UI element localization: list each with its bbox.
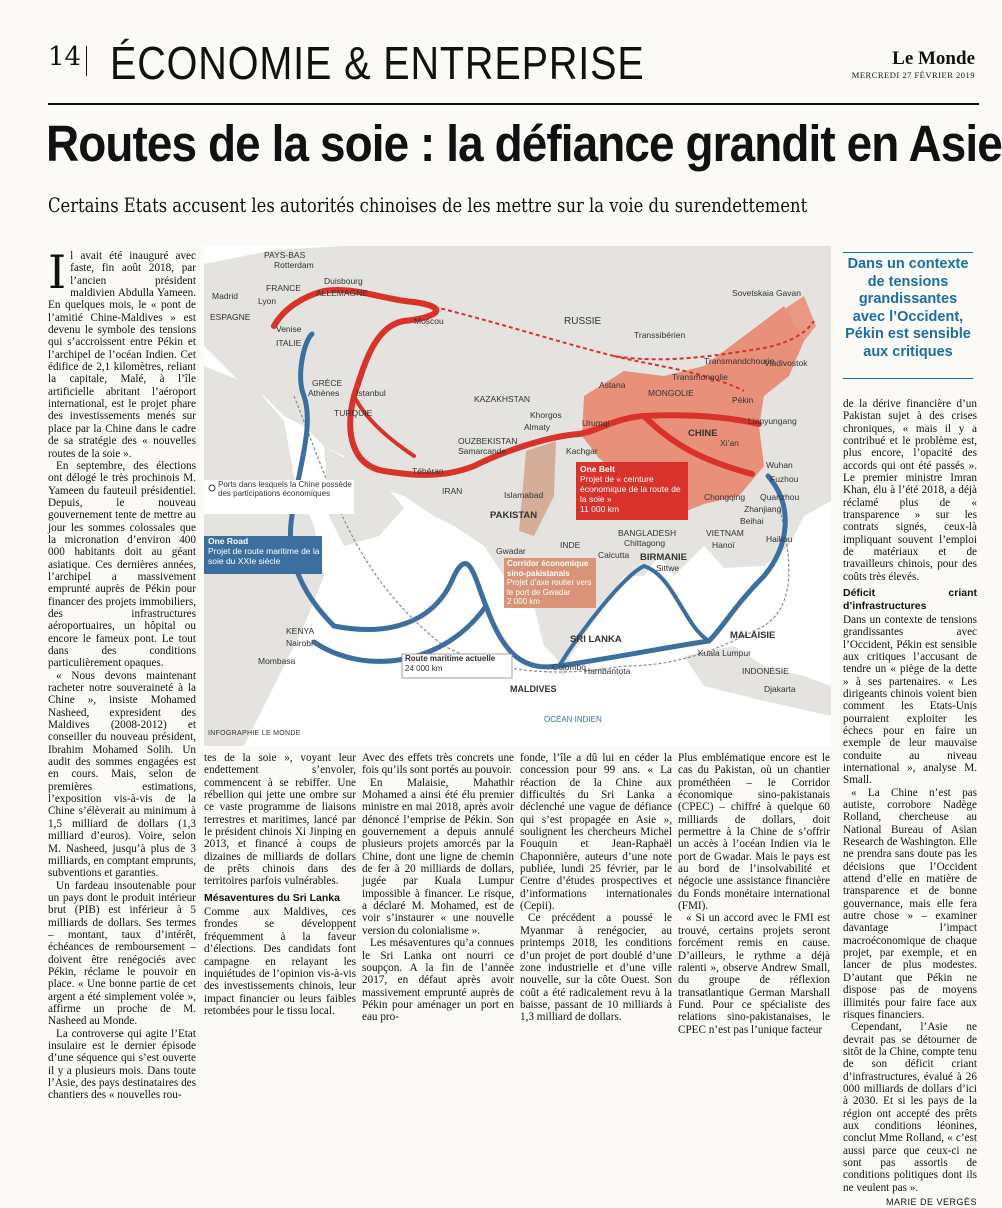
label-vladivostok: Vladivostok: [764, 358, 808, 368]
label-beihai: Beihai: [740, 516, 764, 526]
issue-date: MERCREDI 27 FÉVRIER 2019: [851, 70, 975, 80]
label-srilanka: SRI LANKA: [570, 634, 622, 645]
label-gwadar: Gwadar: [496, 546, 526, 556]
paragraph: En septembre, des élections ont délogé le très prochinois M. Yameen du fauteuil présidentiel. Depuis, le nouveau gouvernement tente de mettre au jour les sommes colossales que la micronation d’environ 400 000 habitants doit au géant asiatique. Ces dernières années, l’archipel a massivement emprunté auprès de Pékin pour financer des projets immobiliers, des infrastructures aéroportuaires, un hôpital ou encore le fameux pont. Le tout dans des conditions particulièrement opaques.: [48, 459, 196, 670]
subheading: Mésaventures du Sri Lanka: [204, 891, 340, 904]
route-label: [405, 654, 511, 678]
label-haikou: Haikou: [766, 534, 793, 544]
paragraph: En Malaisie, Mahathir Mohamed a ainsi été élu premier ministre en mai 2018, après avoir dénoncé l’emprise de Pékin. Son gouvernement a depuis annulé plusieurs projets amorcés par la Chine, dont une ligne de chemin de fer à 20 milliards de dollars, jugée par Kuala Lumpur impossible à financer. Le risque, a déclaré M. Mohamed, est de voir s’instaurer « une nouvelle version du colonialisme ».: [362, 776, 514, 937]
label-kazakhstan: KAZAKHSTAN: [474, 394, 531, 404]
label-grece: GRÈCE: [312, 378, 343, 388]
paragraph: « La Chine n’est pas autiste, corrobore Nadège Rolland, chercheuse au National Bureau of Asian Research de Washington. Elle ne prendra sans doute pas les décisions que l’Occident attend d’elle en matière de transparence et de bonne gouvernance, mais elle fera autre chose » – examiner davantage l’impact macroéconomique de chaque projet, par exemple, et en lancer de plus modestes. D’autant que Pékin ne dispose pas de moyens illimités pour faire face aux risques financiers.: [843, 786, 977, 1021]
legend-ports-text: Ports dans lesquels la Chine possède des participations économiques: [218, 480, 352, 498]
paragraph: de la dérive financière d’un Pakistan sujet à des crises chroniques, « mais il y a contribué et le problème est, plus encore, l’opacité des accords qui ont été passés ». Le premier ministre Imran Khan, élu à l’été 2018, a déjà réclamé plus de « transparence » sur les contrats signés, ceux-là impliquant souvent l’emploi de matériaux et de travailleurs chinois, pour des coûts très élevés.: [843, 398, 977, 583]
label-birmanie: BIRMANIE: [640, 552, 687, 563]
label-indonesie: INDONÉSIE: [742, 666, 789, 676]
label-russie: RUSSIE: [564, 316, 602, 327]
label-fuzhou: Fuzhou: [770, 474, 799, 484]
paragraph: l avait été inauguré avec faste, fin août 2018, par l’ancien président maldivien Abdulla Yameen. En quelques mois, le « pont de l’amitié Chine-Maldives » est devenu le symbole des tensions qui s’accroissent entre Pékin et l’archipel de l’océan Indien. Cet édifice de 2,1 kilomètres, reliant la capitale, Malé, à l’île artificielle abritant l’aéroport international, est le projet phare des investissements menés sur place par la Chine dans le cadre de sa stratégie des « nouvelles routes de la soie ».: [48, 250, 196, 460]
label-lyon: Lyon: [258, 296, 277, 306]
label-sittwe: Sittwe: [656, 563, 680, 573]
label-xian: Xi’an: [720, 438, 739, 448]
one-belt-length: 11 000 km: [580, 504, 620, 514]
label-malaisie: MALAISIE: [730, 630, 776, 641]
label-france: FRANCE: [266, 283, 301, 293]
label-hambantota: Hambantota: [584, 666, 631, 676]
pullquote: Dans un contexte de tensions grandissantes avec l’Occident, Pékin est sensible aux critiques: [845, 256, 971, 360]
label-bangladesh: BANGLADESH: [618, 528, 677, 538]
label-ouzbekistan: OUZBEKISTAN: [458, 436, 518, 446]
label-venise: Venise: [276, 324, 302, 334]
label-madrid: Madrid: [212, 291, 238, 301]
paragraph: Dans un contexte de tensions grandissantes avec l’Occident, Pékin est sensible aux critiques l’accusant de tendre un « piège de la dette » à ses partenaires. « Les dirigeants chinois voient bien comment les Etats-Unis pourraient exploiter les échecs pour en faire un exemple de leur mauvaise conduite au niveau international », analyse M. Small.: [843, 613, 977, 787]
label-islamabad: Islamabad: [504, 490, 544, 500]
label-samarcande: Samarcande: [458, 446, 507, 456]
label-chongqing: Chongqing: [704, 492, 746, 502]
newspaper-logo: Le Monde: [892, 48, 975, 69]
pullquote-rule-top: [843, 252, 973, 253]
paragraph: tes de la soie », voyant leur endettement s’envoler, commencent à se rebiffer. Une rébellion qui jette une ombre sur ce vaste programme de liaisons terrestres et maritimes, lancé par le président chinois Xi Jinping en 2013, et financé à coups de dizaines de milliards de dollars de prêts chinois dans des territoires parfois vulnérables.: [204, 752, 356, 888]
label-paysbas: PAYS-BAS: [264, 250, 306, 260]
label-istanbul: Istanbul: [356, 388, 386, 398]
label-khorgos: Khorgos: [530, 410, 562, 420]
label-colombo: Colombo: [552, 662, 587, 672]
article-column-3: [362, 752, 514, 1024]
one-road-title: One Road: [208, 536, 249, 546]
label-mombasa: Mombasa: [258, 656, 296, 666]
paragraph: Plus emblématique encore est le cas du Pakistan, où un chantier prométhéen – le Corridor économique sino-pakistanais (CPEC) – chiffré à quelque 60 milliards de dollars, doit permettre à la Chine de s’offrir un accès à l’océan Indien via le port de Gwadar. Mais le pays est au bord de l’insolvabilité et négocie une assistance financière du Fonds monétaire international (FMI).: [678, 752, 830, 913]
label-rotterdam: Rotterdam: [274, 260, 314, 270]
paragraph: Comme aux Maldives, ces frondes se développent fréquemment à la faveur d’élections. Des candidats font campagne en relayant les inquiétudes de l’opinion vis-à-vis des investissements chinois, leur impact financier ou leurs faibles retombées pour le tissu local.: [204, 906, 356, 1017]
pullquote-rule-bottom: [843, 378, 973, 379]
one-belt-desc: Projet de « ceinture économique de la route de la soie »: [580, 474, 681, 504]
paragraph: Les mésaventures qu’a connues le Sri Lanka ont nourri ce soupçon. A la fin de l’année 2017, en défaut après avoir massivement emprunté auprès de Pékin pour aménager un port en eau pro-: [362, 937, 514, 1024]
label-turquie: TURQUIE: [334, 408, 373, 418]
paragraph: fonde, l’île a dû lui en céder la concession pour 99 ans. « La réaction de la Chine aux difficultés du Sri Lanka a déclenché une vague de défiance qui s’est propagée en Asie », soulignent les chercheurs Michel Fouquin et Jean-Raphaël Chaponnière, auteurs d’une note publiée, lundi 25 février, par le Centre d’études prospectives et d’informations internationales (Cepii).: [520, 752, 672, 913]
label-quanzhou: Quanzhou: [760, 492, 800, 502]
label-mongolie: MONGOLIE: [648, 388, 694, 398]
article-column-1: [48, 245, 196, 1102]
article-column-6: [843, 398, 977, 1207]
label-maldives: MALDIVES: [510, 684, 557, 694]
corridor-desc: Projet d’axe routier vers le port de Gwadar: [507, 578, 592, 597]
silk-road-map: [204, 246, 831, 746]
paragraph: Avec des effets très concrets une fois qu’ils sont portés au pouvoir.: [362, 752, 514, 777]
label-nairobi: Nairobi: [286, 638, 313, 648]
article-standfirst: Certains Etats accusent les autorités chinoises de les mettre sur la voie du surendettement: [48, 194, 808, 217]
corridor-length: 2 000 km: [507, 597, 540, 606]
subheading: Déficit criant d’infrastructures: [843, 587, 977, 612]
label-transsiberien: Transsibérien: [634, 330, 686, 340]
one-belt-title: One Belt: [580, 464, 615, 474]
label-transmongolie: Transmongolie: [672, 372, 728, 382]
article-column-4: [520, 752, 672, 1024]
label-italie: ITALIE: [276, 338, 302, 348]
label-pekin: Pékin: [732, 395, 754, 405]
label-wuhan: Wuhan: [766, 460, 793, 470]
paragraph: Ce précédent a poussé le Myanmar à renégocier, au printemps 2018, les conditions d’un projet de port doublé d’une zone industrielle et d’une ville nouvelle, sur la côte Ouest. Son coût a été radicalement revu à la baisse, passant de 10 milliards à 1,3 milliard de dollars.: [520, 912, 672, 1024]
one-road-label: [208, 536, 320, 574]
one-belt-label: [580, 464, 686, 520]
map-credit-text: INFOGRAPHIE LE MONDE: [208, 730, 301, 737]
author-signature: MARIE DE VERGÈS: [885, 1197, 977, 1207]
label-ocean-indien: OCÉAN INDIEN: [544, 715, 602, 724]
route-title: Route maritime actuelle: [405, 654, 496, 663]
section-title: ÉCONOMIE & ENTREPRISE: [110, 37, 645, 89]
label-allemagne: ALLEMAGNE: [316, 288, 368, 298]
map-credit: [208, 730, 408, 744]
one-road-desc: Projet de route maritime de la soie du XXIe siècle: [208, 546, 320, 566]
article-headline: Routes de la soie : la défiance grandit en Asie: [46, 115, 1002, 172]
label-pakistan: PAKISTAN: [490, 510, 538, 521]
label-hanoi: Hanoï: [712, 540, 735, 550]
header-rule: [48, 103, 979, 105]
page-number-divider: [86, 46, 87, 76]
label-vietnam: VIETNAM: [706, 528, 744, 538]
label-sovetskaia: Sovetskaia Gavan: [732, 288, 801, 298]
corridor-title: Corridor économique sino-pakistanais: [507, 559, 589, 578]
label-athenes: Athènes: [308, 388, 340, 398]
paragraph: Cependant, l’Asie ne devrait pas se détourner de sitôt de la Chine, compte tenu de son déficit criant d’infrastructures, évalué à 26 000 milliards de dollars d’ici à 2030. Et si les pays de la région ont accepté des prêts aux conditions léonines, conclut Mme Rolland, « c’est aussi parce que ceux-ci ne sont pas assortis de conditions politiques dont ils ne veulent pas ».: [843, 1021, 977, 1194]
paragraph: « Si un accord avec le FMI est trouvé, certains projets seront forcément remis en cause. D’ailleurs, le rythme a déjà ralenti », observe Andrew Small, du groupe de réflexion transatlantique German Marshall Fund. Pour ce spécialiste des relations sino-pakistanaises, le CPEC n’est pas l’unique facteur: [678, 912, 830, 1036]
label-chine: CHINE: [688, 428, 718, 439]
route-length: 24 000 km: [405, 664, 443, 673]
paragraph: Un fardeau insoutenable pour un pays dont le produit intérieur brut (PIB) est inférieur à 5 milliards de dollars. Ses termes – montant, taux d’intérêt, échéances de remboursement – doivent être renégociés avec Pékin, réclame le pouvoir en place. « Une bonne partie de cet argent a été simplement volée », affirme un proche de M. Nasheed au Monde.: [48, 879, 196, 1028]
label-zhanjiang: Zhanjiang: [744, 504, 782, 514]
label-chittagong: Chittagong: [624, 538, 666, 548]
label-iran: IRAN: [442, 486, 463, 496]
drop-cap: I: [48, 245, 67, 299]
label-teheran: Téhéran: [412, 466, 444, 476]
article-column-2: [204, 752, 356, 1017]
label-calcutta: Calcutta: [598, 550, 630, 560]
label-inde: INDE: [560, 540, 581, 550]
paragraph: La controverse qui agite l’Etat insulaire est le dernier épisode d’une séquence qui s’est ouverte il y a plusieurs mois. Dans toute l’Asie, des pays destinataires des chantiers des « nouvelles rou-: [48, 1027, 196, 1102]
label-kachgar: Kachgar: [566, 446, 598, 456]
legend-ports: [218, 480, 354, 514]
label-espagne: ESPAGNE: [210, 312, 251, 322]
label-duisbourg: Duisbourg: [324, 276, 363, 286]
label-transmandchourie: Transmandchourie: [704, 356, 775, 366]
corridor-label: [507, 559, 595, 609]
label-djakarta: Djakarta: [764, 684, 796, 694]
label-astana: Astana: [599, 380, 626, 390]
paragraph: « Nous devons maintenant racheter notre souveraineté à la Chine », insiste Mohamed Nasheed, expresident des Maldives (2008-2012) et conseiller du nouveau président, Ibrahim Mohamed Solih. Un audit des sommes engagées est en cours. Mais, selon de premières estimations, l’exposition vis-à-vis de la Chine s’élèverait au minimum à 1,5 milliard de dollars (1,3 milliard d’euros). Voire, selon M. Nasheed, jusqu’à plus de 3 milliards, en comptant emprunts, subventions et garanties.: [48, 669, 196, 880]
page-number: 14: [48, 42, 82, 72]
label-almaty: Almaty: [524, 422, 550, 432]
label-urumqi: Urumqi: [582, 418, 610, 428]
label-kenya: KENYA: [286, 626, 315, 636]
label-lianyungang: Lianyungang: [748, 416, 797, 426]
article-column-5: [678, 752, 830, 1036]
label-moscou: Moscou: [414, 316, 444, 326]
label-kualalumpur: Kuala Lumpur: [698, 648, 751, 658]
